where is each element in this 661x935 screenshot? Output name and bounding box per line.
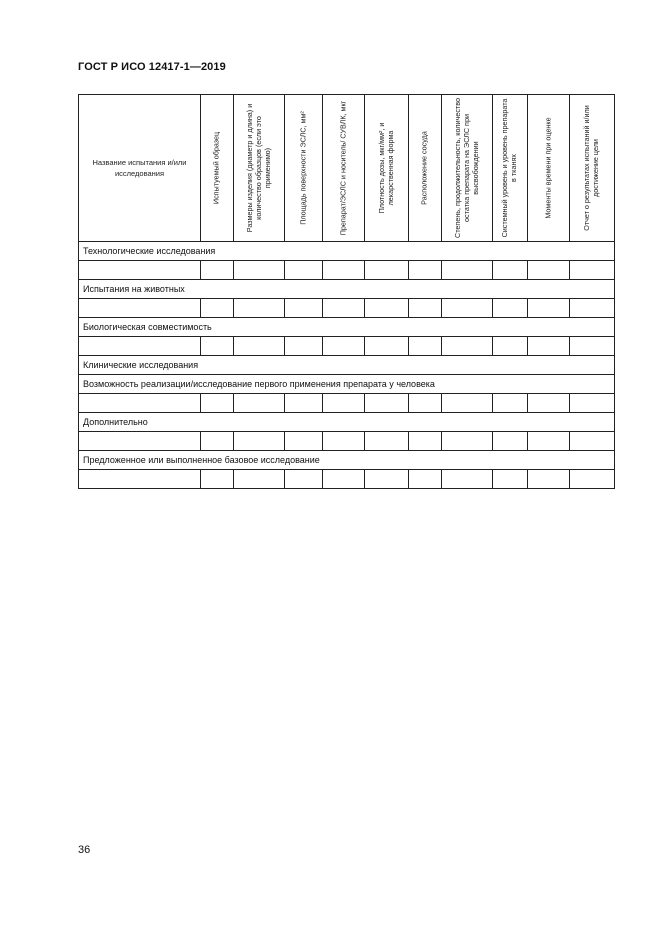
table-row xyxy=(79,394,615,413)
column-header xyxy=(493,95,528,242)
table-cell xyxy=(234,299,285,318)
study-table xyxy=(78,94,615,489)
table-cell xyxy=(493,299,528,318)
table-cell xyxy=(201,299,234,318)
table-cell xyxy=(570,261,615,280)
table-cell xyxy=(234,432,285,451)
table-cell xyxy=(234,261,285,280)
column-header-text: Степень, продолжительность, количество остатка препарата на ЭСЛС при высвобождении xyxy=(452,98,480,238)
table-cell xyxy=(365,261,409,280)
table-cell xyxy=(323,299,365,318)
section-row xyxy=(79,375,615,394)
table-cell xyxy=(285,337,323,356)
table-cell xyxy=(201,432,234,451)
column-header-text: Площадь поверхности ЭСЛС, мм² xyxy=(298,111,308,225)
table-row xyxy=(79,299,615,318)
table-cell xyxy=(285,432,323,451)
section-row xyxy=(79,318,615,337)
table-cell xyxy=(365,394,409,413)
column-header-text: Расположение сосуда xyxy=(419,131,429,205)
section-row xyxy=(79,413,615,432)
table-cell xyxy=(234,337,285,356)
table-cell xyxy=(323,394,365,413)
table-row xyxy=(79,432,615,451)
table-cell xyxy=(234,470,285,489)
table-cell xyxy=(442,337,493,356)
table-cell xyxy=(79,299,201,318)
column-header xyxy=(285,95,323,242)
table-cell xyxy=(79,261,201,280)
column-header-text: Плотность дозы, мкг/мм², и лекарственная форма xyxy=(376,122,395,214)
column-header-text: Препарат/ЭСЛС и носитель/ СУВЛК, мкг xyxy=(338,100,348,236)
table-cell xyxy=(323,337,365,356)
table-cell xyxy=(201,337,234,356)
section-label: Клинические исследования xyxy=(79,356,615,375)
section-label: Возможность реализации/исследование первого применения препарата у человека xyxy=(79,375,615,394)
table-cell xyxy=(528,470,570,489)
table-cell xyxy=(493,432,528,451)
table-cell xyxy=(79,470,201,489)
table-cell xyxy=(570,337,615,356)
section-label: Технологические исследования xyxy=(79,242,615,261)
table-cell xyxy=(493,261,528,280)
table-cell xyxy=(409,470,442,489)
section-label: Дополнительно xyxy=(79,413,615,432)
table-cell xyxy=(365,432,409,451)
section-row xyxy=(79,280,615,299)
table-cell xyxy=(201,394,234,413)
column-header-text: Испытуемый образец xyxy=(211,131,221,205)
table-cell xyxy=(365,470,409,489)
table-cell xyxy=(442,299,493,318)
table-cell xyxy=(323,261,365,280)
column-header-text: Размеры изделия (диаметр и длина) и количество образцов (если это применимо) xyxy=(244,103,272,233)
column-header xyxy=(570,95,615,242)
column-header-text: Системный уровень и уровень препарата в тканях xyxy=(500,98,518,238)
table-cell xyxy=(442,432,493,451)
table-cell xyxy=(493,337,528,356)
table-cell xyxy=(528,394,570,413)
table-cell xyxy=(442,261,493,280)
table-cell xyxy=(528,299,570,318)
table-cell xyxy=(365,337,409,356)
column-header xyxy=(323,95,365,242)
table-cell xyxy=(285,299,323,318)
column-header-test-name: Название испытания и/или исследования xyxy=(79,95,201,242)
section-row xyxy=(79,242,615,261)
table-cell xyxy=(442,470,493,489)
table-cell xyxy=(528,261,570,280)
table-cell xyxy=(409,299,442,318)
table-cell xyxy=(409,337,442,356)
table-cell xyxy=(79,432,201,451)
table-cell xyxy=(285,261,323,280)
table-cell xyxy=(285,470,323,489)
column-header xyxy=(365,95,409,242)
table-cell xyxy=(570,432,615,451)
column-header-text: Моменты времени при оценке xyxy=(543,117,553,219)
column-header xyxy=(234,95,285,242)
table-cell xyxy=(442,394,493,413)
table-cell xyxy=(79,337,201,356)
column-header xyxy=(409,95,442,242)
table-cell xyxy=(409,432,442,451)
table-cell xyxy=(79,394,201,413)
section-row xyxy=(79,451,615,470)
table-cell xyxy=(409,261,442,280)
table-row xyxy=(79,470,615,489)
table-cell xyxy=(323,432,365,451)
table-cell xyxy=(528,432,570,451)
section-label: Испытания на животных xyxy=(79,280,615,299)
section-label: Биологическая совместимость xyxy=(79,318,615,337)
table-cell xyxy=(570,394,615,413)
table-cell xyxy=(365,299,409,318)
table-cell xyxy=(570,299,615,318)
table-header-row xyxy=(79,95,615,242)
table-cell xyxy=(201,470,234,489)
table-row xyxy=(79,261,615,280)
table-row xyxy=(79,337,615,356)
table-cell xyxy=(493,394,528,413)
column-header-text: Отчет о результатах испытаний и/или достижение цели xyxy=(582,105,600,231)
table-cell xyxy=(528,337,570,356)
page-number: 36 xyxy=(78,844,91,856)
table-cell xyxy=(201,261,234,280)
column-header xyxy=(528,95,570,242)
table-cell xyxy=(409,394,442,413)
column-header xyxy=(442,95,493,242)
table-cell xyxy=(234,394,285,413)
column-header xyxy=(201,95,234,242)
section-row xyxy=(79,356,615,375)
table-cell xyxy=(570,470,615,489)
table-body xyxy=(79,95,615,489)
table-cell xyxy=(323,470,365,489)
table-cell xyxy=(285,394,323,413)
table-cell xyxy=(493,470,528,489)
section-label: Предложенное или выполненное базовое исследование xyxy=(79,451,615,470)
document-title: ГОСТ Р ИСО 12417-1—2019 xyxy=(78,61,226,73)
